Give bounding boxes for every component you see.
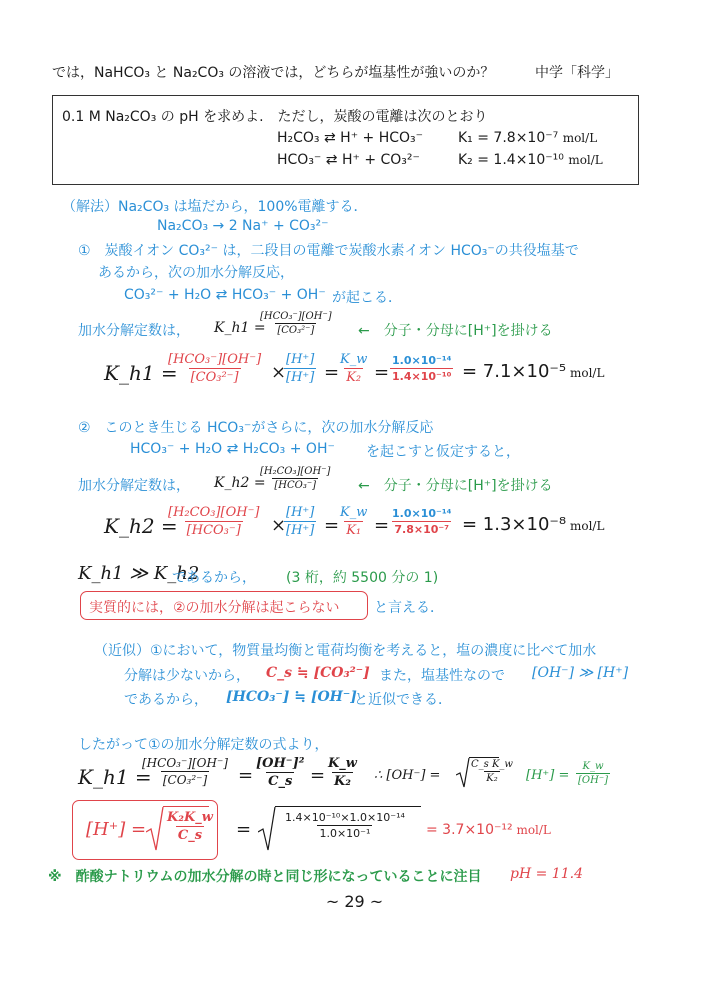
multiply-note-1: ← 分子・分母に[H⁺]を掛ける (358, 323, 553, 339)
conclusion-tail: と言える． (374, 600, 444, 616)
equals-1: = (324, 362, 340, 383)
kh2-red-num: [H₂CO₃][OH⁻] (168, 505, 260, 520)
kw-num-1: K_w (340, 352, 368, 367)
k1-value-2: 7.8×10⁻⁷ (394, 523, 450, 536)
dissociation-eq: Na₂CO₃ → 2 Na⁺ + CO₃²⁻ (157, 218, 329, 234)
kh2-numeric-fraction (390, 507, 453, 536)
hydrolysis-label-1: 加水分解定数は， (78, 323, 190, 339)
kh2-def-num: [H₂CO₃][OH⁻] (260, 466, 331, 477)
approx-line2b: また，塩基性なので (379, 668, 505, 684)
step1-reaction: CO₃²⁻ + H₂O ⇄ HCO₃⁻ + OH⁻ (124, 287, 326, 303)
kw-over-k2-final (326, 756, 359, 789)
problem-k2: K₂ = 1.4×10⁻¹⁰ mol/L (458, 152, 603, 168)
problem-eq1: H₂CO₃ ⇄ H⁺ + HCO₃⁻ (277, 130, 424, 146)
k1-den-2: K₁ (346, 523, 362, 538)
k2-den-1: K₂ (346, 370, 362, 385)
equals-2: = (374, 362, 390, 383)
k2kw-over-cs (165, 810, 215, 843)
problem-eq2: HCO₃⁻ ⇄ H⁺ + CO₃²⁻ (277, 152, 420, 168)
kh1-numeric-fraction (390, 354, 453, 383)
kh2-result: = 1.3×10⁻⁸ mol/L (462, 514, 605, 535)
final-numeric-fraction (283, 811, 407, 840)
h-num-2: [H⁺] (286, 505, 315, 520)
k2-den-3: K₂ (334, 774, 351, 789)
equals-4: = (374, 515, 390, 536)
sqrt-sign-1 (456, 757, 470, 789)
kh1-final-fraction (140, 756, 230, 787)
kh1-definition-fraction (258, 311, 334, 336)
h-boxed-label: [H⁺] = (86, 819, 147, 840)
kh1-symbol: K_h1 = (214, 320, 266, 336)
approx-hco3-oh: [HCO₃⁻] ≒ [OH⁻] (226, 689, 357, 705)
kw-num-4: K_w (582, 761, 604, 772)
equals-3: = (324, 515, 340, 536)
step2-reaction-tail: を起こすと仮定すると， (366, 444, 520, 460)
approx-oh-gg-h: [OH⁻] ≫ [H⁺] (532, 665, 629, 681)
approx-line2a: 分解は少ないから， (124, 668, 250, 684)
solution-intro: （解法）Na₂CO₃ は塩だから，100%電離する． (62, 199, 368, 215)
final-den: 1.0×10⁻¹ (319, 827, 371, 840)
sqrt-bar-1 (469, 757, 499, 758)
problem-k1: K₁ = 7.8×10⁻⁷ mol/L (458, 130, 598, 146)
step1-reaction-tail: が起こる． (332, 290, 402, 306)
step1-line1: ① 炭酸イオン CO₃²⁻ は，二段目の電離で炭酸水素イオン HCO₃⁻の共役塩基で (78, 243, 579, 259)
final-num: 1.4×10⁻¹⁰×1.0×10⁻¹⁴ (285, 811, 405, 824)
h-den-1: [H⁺] (286, 370, 315, 385)
kh1-final-num: [HCO₃⁻][OH⁻] (142, 756, 228, 770)
step1-line2: あるから，次の加水分解反応， (98, 265, 294, 281)
approx-line3a: であるから， (124, 692, 208, 708)
kh2-red-den: [HCO₃⁻] (186, 523, 241, 538)
kw-over-k2 (338, 352, 369, 385)
header-question (52, 62, 494, 82)
kw-value-2: 1.0×10⁻¹⁴ (392, 507, 452, 520)
k2-den-4: K₂ (486, 773, 498, 784)
equals-6: = (310, 765, 326, 786)
sqrt-bar-3 (275, 806, 421, 807)
kw-over-oh-green (576, 761, 610, 786)
footer-note: ※ 酢酸ナトリウムの加水分解の時と同じ形になっていることに注目 (48, 869, 482, 885)
step2-reaction: HCO₃⁻ + H₂O ⇄ H₂CO₃ + OH⁻ (130, 441, 335, 457)
kh2-main-symbol: K_h2 = (104, 514, 178, 538)
step2-line1: ② このとき生じる HCO₃⁻がさらに，次の加水分解反応 (78, 420, 434, 436)
compare-expression: K_h1 ≫ K_h2 (78, 563, 200, 584)
k2kw-num: K₂K_w (167, 810, 213, 825)
times-sign-1: × (271, 362, 287, 383)
kh1-main-symbol: K_h1 = (104, 361, 178, 385)
cs-den-2: C_s (177, 828, 203, 843)
sqrt-sign-3 (258, 806, 276, 852)
page-number: ~ 29 ~ (325, 892, 384, 911)
hydrolysis-label-2: 加水分解定数は， (78, 478, 190, 494)
oh2-num: [OH⁻]² (256, 756, 305, 771)
kh1-red-num: [HCO₃⁻][OH⁻] (168, 352, 262, 367)
kh1-fraction-red (166, 352, 263, 385)
therefore-oh: ∴ [OH⁻] = (374, 768, 441, 783)
kh1-result: = 7.1×10⁻⁵ mol/L (462, 361, 605, 382)
multiply-note-2: ← 分子・分母に[H⁺]を掛ける (358, 478, 553, 494)
h-over-h-1 (284, 352, 316, 385)
oh2-over-cs (254, 756, 306, 789)
kw-value-1: 1.0×10⁻¹⁴ (392, 354, 452, 367)
kh1-final-symbol: K_h1 = (78, 765, 152, 789)
kh2-def-den: [HCO₃⁻] (274, 480, 317, 491)
h-eq-green: [H⁺] = (526, 768, 570, 783)
h-over-h-2 (284, 505, 316, 538)
kh1-final-den: [CO₃²⁻] (162, 773, 208, 787)
conclusion-boxed: 実質的には，②の加水分解は起こらない (89, 600, 340, 616)
approx-line3b: と近似できる． (354, 692, 452, 708)
kw-num-2: K_w (340, 505, 368, 520)
h-den-2: [H⁺] (286, 523, 315, 538)
equals-7: = (236, 819, 252, 840)
kh2-definition-fraction (258, 466, 332, 491)
kw-over-k1 (338, 505, 369, 538)
cs-den: C_s (268, 774, 293, 789)
final-result: = 3.7×10⁻¹² mol/L (426, 822, 551, 838)
approx-cs: C_s ≒ [CO₃²⁻] (266, 665, 370, 681)
problem-statement: 0.1 M Na₂CO₃ の pH を求めよ. ただし，炭酸の電離は次のとおり (62, 109, 488, 125)
k2-value-1: 1.4×10⁻¹⁰ (392, 370, 452, 383)
kw-num-3: K_w (328, 756, 357, 771)
therefore-line: したがって①の加水分解定数の式より， (78, 737, 329, 753)
sqrt-sign-2 (146, 806, 164, 852)
approx-line1: （近似）①において，物質量均衡と電荷均衡を考えると，塩の濃度に比べて加水 (94, 643, 597, 659)
compare-tail: であるから， (172, 570, 256, 586)
h-num-1: [H⁺] (286, 352, 315, 367)
header-source: 中学「科学」 (535, 65, 619, 81)
kh1-def-den: [CO₃²⁻] (277, 325, 315, 336)
times-sign-2: × (271, 515, 287, 536)
compare-note: (3 桁，約 5500 分の 1) (286, 570, 439, 586)
oh-den-green: [OH⁻] (578, 775, 608, 786)
kh1-red-den: [CO₃²⁻] (190, 370, 239, 385)
kh2-symbol: K_h2 = (214, 475, 266, 491)
header-question-bind: では，NaHCO₃ と Na₂CO₃ の溶液では，どちらが塩基性が強いのか？ (52, 65, 495, 81)
ph-result: pH = 11.4 (510, 866, 583, 882)
kh2-fraction-red (166, 505, 262, 538)
equals-5: = (238, 765, 254, 786)
sqrt-bar-2 (163, 806, 209, 807)
cskw-num: C_s K_w (471, 759, 513, 770)
cskw-over-k2 (469, 759, 515, 784)
kh1-def-num: [HCO₃⁻][OH⁻] (260, 311, 332, 322)
